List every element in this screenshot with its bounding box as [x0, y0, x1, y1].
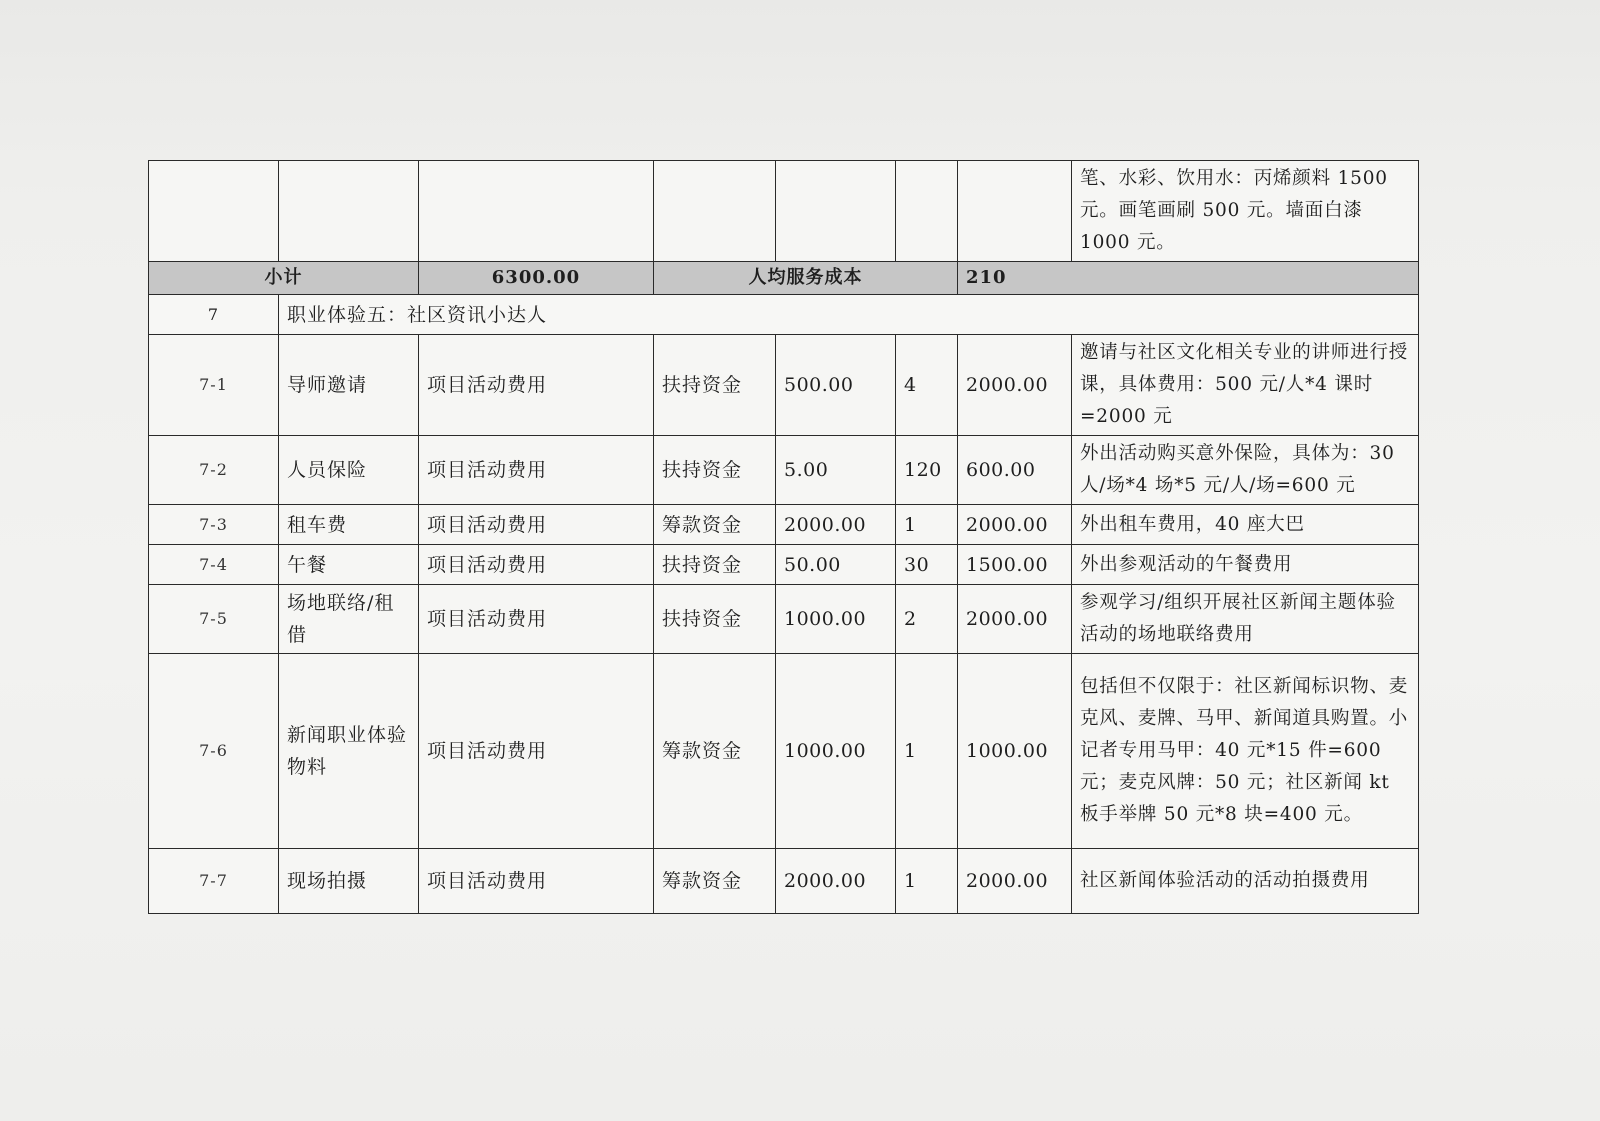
per-capita-value: 210 [958, 262, 1419, 295]
row-unit-price: 1000.00 [776, 585, 896, 654]
row-unit-price: 1000.00 [776, 654, 896, 849]
row-item: 场地联络/租借 [279, 585, 419, 654]
table-row [149, 585, 1419, 654]
row-total: 2000.00 [958, 585, 1072, 654]
section-title: 职业体验五：社区资讯小达人 [279, 295, 1419, 335]
row-qty: 30 [896, 545, 958, 585]
row-total: 2000.00 [958, 849, 1072, 914]
row-note: 社区新闻体验活动的活动拍摄费用 [1072, 849, 1419, 914]
row-id: 7-3 [149, 505, 279, 545]
row-item: 午餐 [279, 545, 419, 585]
row-item: 现场拍摄 [279, 849, 419, 914]
row-unit-price: 2000.00 [776, 849, 896, 914]
row-item: 租车费 [279, 505, 419, 545]
row-note: 包括但不仅限于：社区新闻标识物、麦克风、麦牌、马甲、新闻道具购置。小记者专用马甲：40 元*15 件=600 元；麦克风牌：50 元；社区新闻 kt 板手举牌 50 元*8 块=400 元。 [1072, 654, 1419, 849]
row-category: 项目活动费用 [419, 436, 654, 505]
row-note: 外出参观活动的午餐费用 [1072, 545, 1419, 585]
row-source: 扶持资金 [654, 545, 776, 585]
section-row [149, 295, 1419, 335]
row-note: 外出活动购买意外保险，具体为：30 人/场*4 场*5 元/人/场=600 元 [1072, 436, 1419, 505]
row-total: 2000.00 [958, 505, 1072, 545]
row-note: 参观学习/组织开展社区新闻主题体验活动的场地联络费用 [1072, 585, 1419, 654]
subtotal-amount: 6300.00 [419, 262, 654, 295]
row-source: 扶持资金 [654, 436, 776, 505]
row-id: 7-2 [149, 436, 279, 505]
row-id: 7-5 [149, 585, 279, 654]
continued-id-cell [149, 161, 279, 262]
row-qty: 2 [896, 585, 958, 654]
table-row [149, 545, 1419, 585]
row-note: 邀请与社区文化相关专业的讲师进行授课，具体费用：500 元/人*4 课时=2000 元 [1072, 335, 1419, 436]
continued-item-cell [279, 161, 419, 262]
row-qty: 1 [896, 654, 958, 849]
row-id: 7-6 [149, 654, 279, 849]
budget-table-wrapper [148, 160, 1419, 914]
row-note: 外出租车费用，40 座大巴 [1072, 505, 1419, 545]
row-category: 项目活动费用 [419, 335, 654, 436]
row-category: 项目活动费用 [419, 849, 654, 914]
table-row [149, 436, 1419, 505]
continued-source-cell [654, 161, 776, 262]
row-category: 项目活动费用 [419, 654, 654, 849]
row-source: 扶持资金 [654, 585, 776, 654]
table-row [149, 654, 1419, 849]
row-id: 7-7 [149, 849, 279, 914]
row-id: 7-4 [149, 545, 279, 585]
row-category: 项目活动费用 [419, 505, 654, 545]
row-qty: 120 [896, 436, 958, 505]
continued-category-cell [419, 161, 654, 262]
table-row [149, 335, 1419, 436]
continued-description: 笔、水彩、饮用水：丙烯颜料 1500 元。画笔画刷 500 元。墙面白漆 1000 元。 [1072, 161, 1419, 262]
row-unit-price: 2000.00 [776, 505, 896, 545]
row-item: 新闻职业体验物料 [279, 654, 419, 849]
row-total: 2000.00 [958, 335, 1072, 436]
row-unit-price: 5.00 [776, 436, 896, 505]
row-qty: 1 [896, 849, 958, 914]
row-unit-price: 50.00 [776, 545, 896, 585]
row-qty: 4 [896, 335, 958, 436]
subtotal-label: 小计 [149, 262, 419, 295]
row-id: 7-1 [149, 335, 279, 436]
budget-table [148, 160, 1419, 914]
continued-price-cell [776, 161, 896, 262]
row-total: 1000.00 [958, 654, 1072, 849]
table-row [149, 849, 1419, 914]
row-item: 人员保险 [279, 436, 419, 505]
row-category: 项目活动费用 [419, 585, 654, 654]
row-qty: 1 [896, 505, 958, 545]
row-source: 扶持资金 [654, 335, 776, 436]
row-unit-price: 500.00 [776, 335, 896, 436]
row-item: 导师邀请 [279, 335, 419, 436]
table-row [149, 505, 1419, 545]
section-number: 7 [149, 295, 279, 335]
continued-qty-cell [896, 161, 958, 262]
continued-row [149, 161, 1419, 262]
subtotal-row [149, 262, 1419, 295]
per-capita-label: 人均服务成本 [654, 262, 958, 295]
row-category: 项目活动费用 [419, 545, 654, 585]
row-source: 筹款资金 [654, 654, 776, 849]
row-total: 1500.00 [958, 545, 1072, 585]
row-total: 600.00 [958, 436, 1072, 505]
row-source: 筹款资金 [654, 849, 776, 914]
row-source: 筹款资金 [654, 505, 776, 545]
continued-total-cell [958, 161, 1072, 262]
